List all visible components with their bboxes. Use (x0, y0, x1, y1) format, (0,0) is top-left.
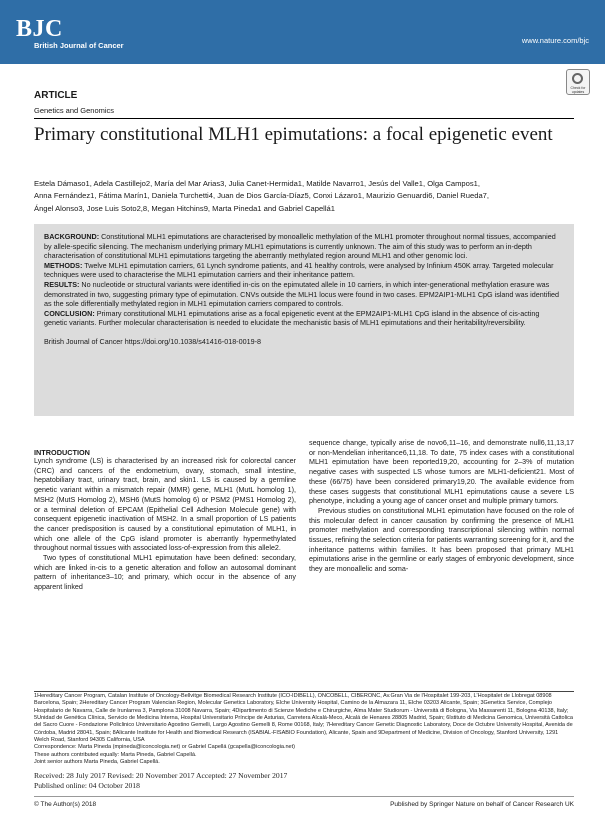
abstract-results: RESULTS: No nucleotide or structural variants were identified in-cis on the epimutated allele in 10 carriers, in which inter-generational methylation erasure was demonstrated in two, suggesting primary type of epimutation. CNVs outside the MLH1 locus were found in two cases. EPM2AIP1-MLH1 CpG island was identified as the sole differentially methylated region in MLH1 epimutation carriers compared to controls. (44, 279, 559, 309)
section-label: Genetics and Genomics (34, 106, 115, 115)
intro-paragraph: Lynch syndrome (LS) is characterised by an increased risk for colorectal cancer (CRC) and cancers of the endometrium, ovary, stomach, small intestine, hepatobiliary tract, urinary tract, brain, and skin1. LS is caused by a germline genetic variant within a mismatch repair (MMR) gene, MLH1 (MutL homolog 1), MSH2 (MutS Homolog 2), MSH6 (MutS homolog 6) or PSM2 (PMS1 Homolog 2), or a terminal deletion of EPCAM (Epithelial Cell Adhesion Molecule gene) with consequent epigenetic inactivation of MSH2. In a small proportion of LS patients the cancer predisposition is caused by a constitutional epimutation of MLH1, in which one allele of the CpG island promoter is aberrantly hypermethylated throughout normal tissues with associated loss-of-expression from this allele2. (34, 457, 296, 553)
affiliations: 1Hereditary Cancer Program, Catalan Institute of Oncology-Bellvitge Biomedical Research Institute (ICO-IDIBELL), ONCOBELL, CIBERONC, Av.Gran Via de l'Hospitalet 199-203, L'Hospitalet de Llobregat 08908 Barcelona, Spain; 2Hereditary Cancer Program Valencian Region, Molecular Genetics Laboratory, Elche University Hospital, Camino de la Almazara 11, Elche 03203 Alicante, Spain; 3Genetics Service, Complejo Hospitalario de Navarra, Calle de Irunlarrea 3, Pamplona 31008 Navarra, Spain; 4Dipartimento di Scienze Mediche e Chirurgiche, Alma Mater Studiorum - Università di Bologna, Via Massarenti 11, Bologna 40138, Italy; 5Unidad de Genética Clínica, Servicio de Medicina Interna, Hospital Universitario Príncipe de Asturias, Carretera Alcalá-Meco, Alcalá de Henares 28805 Madrid, Spain; 6Istituto di Medicina Genomica, Università Cattolica del Sacro Cuore - Fondazione Policlinico Universitario Agostino Gemelli, Largo Agostino Gemelli 8, Rome 00168, Italy; 7Hereditary Cancer Genetic Diagnostic Laboratory, Doce de Octubre University Hospital, Avenida de Córdoba, Madrid 28041, Spain; 8Alicante Institute for Health and Biomedical Research (ISABIAL-FISABIO Foundation), Alicante, Spain and 9Department of Medicine, Division of Oncology, Stanford University, 1291 Welch Road, Stanford 94305 California, USA (34, 693, 573, 744)
joint-senior-note: Joint senior authors Marta Pineda, Gabriel Capellá. (34, 759, 160, 766)
bjc-logo[interactable]: BJC (16, 16, 63, 42)
journal-name: British Journal of Cancer (34, 41, 124, 50)
intro-paragraph: Two types of constitutional MLH1 epimutation have been defined: secondary, which are linked in-cis to a genetic alteration and follow an autosomal dominant pattern of inheritance3–10; and primary, which occur in the absence of any apparent linked (34, 554, 296, 592)
journal-url-link[interactable]: www.nature.com/bjc (521, 36, 589, 45)
author-line: Anna Fernández1, Fátima Marín1, Daniela Turchetti4, Juan de Dios García-Díaz5, Conxi Lázaro1, Maurizio Genuardi6, Daniel Rueda7, (34, 191, 490, 201)
author-line: Estela Dámaso1, Adela Castillejo2, María del Mar Arias3, Julia Canet-Hermida1, Matilde Navarro1, Jesús del Valle1, Olga Campos1, (34, 179, 480, 188)
published-date: Published online: 04 October 2018 (34, 781, 140, 790)
publication-dates (34, 771, 287, 791)
abstract-background: BACKGROUND: Constitutional MLH1 epimutations are characterised by monoallelic methylation of the MLH1 promoter throughout normal tissues, accompanied by allele-specific silencing. The mechanism underlying primary MLH1 epimutations is currently unknown. The aim of this study was to perform an in-depth characterisation of constitutional MLH1 epimutations targeting the aberrantly methylated region around MLH1 and other genomic loci. (44, 232, 556, 261)
copyright: © The Author(s) 2018 (34, 801, 97, 808)
body-column-left (34, 457, 296, 593)
abstract-conclusion: CONCLUSION: Primary constitutional MLH1 epimutations arise as a focal epigenetic event at the EPM2AIP1-MLH1 CpG island in the absence of cis-acting genetic variants. Further molecular characterisation is needed to elucidate the mechanistic basis of MLH1 epimutations and their heritability/reversibility. (44, 308, 540, 328)
body-column-right (309, 439, 574, 575)
abstract-box (34, 224, 574, 416)
correspondence: Correspondence: Marta Pineda (mpineda@iconcologia.net) or Gabriel Capellá (gcapella@iconcologia.net) (34, 744, 296, 751)
author-list (34, 178, 574, 215)
publisher-note: Published by Springer Nature on behalf of Cancer Research UK (390, 801, 574, 808)
article-type-label: ARTICLE (34, 90, 78, 101)
body-paragraph: Previous studies on constitutional MLH1 epimutation have focused on the role of this molecular defect in cancer causation by confirming the presence of MLH1 promoter methylation and corresponding transcriptional silencing within normal tissues, refining the selection criteria for patients warranting screening for it, and the inheritance patterns within families. It has been proposed that primary MLH1 epimutations arise in the germline or early stages of embryonic development, since they are monoallelic and soma- (309, 506, 574, 574)
received-dates: Received: 28 July 2017 Revised: 20 November 2017 Accepted: 27 November 2017 (34, 771, 288, 780)
article-title: Primary constitutional MLH1 epimutations: a focal epigenetic event (34, 124, 553, 145)
check-for-updates-badge[interactable] (566, 69, 590, 95)
abstract-methods: METHODS: Twelve MLH1 epimutation carriers, 61 Lynch syndrome patients, and 41 healthy controls, were analysed by Infinium 450K array. Targeted molecular techniques were used to characterise the MLH1 epimutation carriers and their inheritance pattern. (44, 260, 554, 280)
footnotes (34, 693, 574, 766)
equal-contribution-note: These authors contributed equally: Marta Pineda, Gabriel Capellá. (34, 751, 197, 758)
doi-citation[interactable]: British Journal of Cancer https://doi.org/10.1038/s41416-018-0019-8 (44, 336, 261, 346)
introduction-heading: INTRODUCTION (34, 448, 90, 457)
title-divider (34, 118, 574, 119)
footer-divider (34, 796, 574, 797)
check-updates-icon (572, 73, 583, 84)
check-updates-label: Check for updates (570, 86, 586, 94)
footnote-divider (34, 691, 574, 692)
author-line: Ángel Alonso3, Jose Luis Soto2,8, Megan Hitchins9, Marta Pineda1 and Gabriel Capellá1 (34, 203, 335, 213)
body-paragraph: sequence change, typically arise de novo6,11–16, and demonstrate null6,11,13,17 or non-Mendelian inheritance6,11,18. To date, 75 index cases with a constitutional MLH1 epimutation have been reported19,20, accounting for 2–3% of mutation negative cases with suspected LS whose tumors are MLH1-deficient21. Most of these (66/75) have been considered primary19,20. The available evidence from these cases suggests that constitutional MLH1 epimutations cause a severe LS phenotype, including a young age of cancer onset and multiple primary tumors. (309, 439, 574, 506)
journal-header-bar (0, 0, 605, 64)
